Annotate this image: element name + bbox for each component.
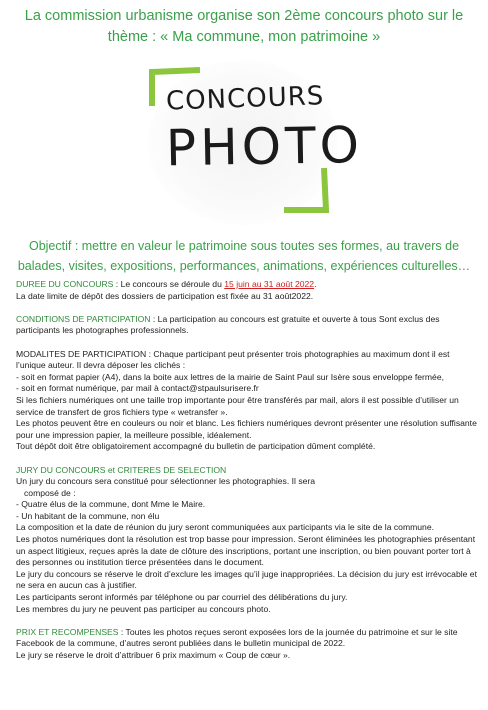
duree-heading: DUREE DU CONCOURS	[16, 279, 114, 289]
modalites-line: - soit en format papier (A4), dans la boite aux lettres de la mairie de Saint Paul sur Isère sous enveloppe fermée,	[16, 371, 445, 382]
modalites-line: Tout dépôt doit être obligatoirement accompagné du bulletin de participation dûment complété.	[16, 441, 376, 452]
modalites-line: Les photos peuvent être en couleurs ou noir et blanc. Les fichiers numériques devront présenter une résolution suffisante pour une impression papier, la meilleure possible, idéalement.	[16, 418, 477, 440]
jury-line: La composition et la date de réunion du jury seront communiquées aux participants via le site de la commune.	[16, 522, 434, 533]
logo-text-photo: PHOTO	[165, 115, 364, 178]
jury-line: Les photos numériques dont la résolution est trop basse pour impression. Seront éliminées les photographies présentant un aspect litigieux, reçues après la date de clôture des inscriptions, portant une inscription, ou bien pouvant porter tort à des personnes ou institution tierce présentées dans le document.	[16, 534, 476, 568]
jury-line: composé de :	[24, 487, 76, 498]
section-modalites	[16, 349, 478, 453]
duree-text-end: .	[314, 279, 317, 289]
jury-line: Un jury du concours sera constitué pour sélectionner les photographies. Il sera	[16, 476, 316, 487]
section-jury	[16, 465, 478, 616]
prix-line: Le jury se réserve le droit d’attribuer 6 prix maximum « Coup de cœur ».	[16, 650, 291, 660]
objective-line-2: balades, visites, expositions, performances, animations, expériences culturelles…	[17, 259, 471, 273]
conditions-text: : La participation au concours est gratuite et ouverte à tous Sont exclus des participants les photographes professionnels.	[16, 313, 440, 336]
section-duree	[16, 279, 478, 302]
conditions-heading: CONDITIONS DE PARTICIPATION	[16, 313, 151, 324]
logo-text-concours: CONCOURS	[165, 81, 325, 117]
section-prix	[16, 627, 478, 662]
headline-line-2: thème : « Ma commune, mon patrimoine »	[107, 29, 381, 45]
jury-line: Le jury du concours se réserve le droit d’exclure les images qu’il juge inappropriées. La décision du jury est irrévocable et ne sera en aucun cas à justifier.	[16, 568, 477, 591]
objective-line-1: Objectif : mettre en valeur le patrimoine sous toutes ses formes, au travers de	[28, 239, 460, 253]
jury-line: - Quatre élus de la commune, dont Mme le Maire.	[16, 499, 206, 510]
rules-text	[16, 279, 478, 673]
duree-text: : Le concours se déroule du	[113, 279, 225, 289]
prix-text: : Toutes les photos reçues seront exposées lors de la journée du patrimoine et sur le site Facebook de la commune, d’autres seront publiées dans le bulletin municipal de 2022.	[16, 626, 458, 649]
objective	[16, 236, 472, 276]
duree-deadline: La date limite de dépôt des dossiers de participation est fixée au 31 août2022.	[16, 290, 314, 301]
prix-heading: PRIX ET RECOMPENSES	[16, 626, 119, 637]
duree-dates: 15 juin au 31 août 2022	[224, 279, 315, 289]
modalites-line: Si les fichiers numériques ont une taille trop importante pour être transférés par mail, alors il est possible d’utiliser un service de transfert de gros fichiers type « wetransfer ».	[16, 394, 459, 417]
jury-line: Les membres du jury ne peuvent pas participer au concours photo.	[16, 603, 271, 614]
section-conditions	[16, 314, 478, 337]
concours-photo-logo	[148, 60, 364, 225]
headline-line-1: La commission urbanisme organise son 2ème concours photo sur le	[24, 8, 464, 24]
jury-heading: JURY DU CONCOURS et CRITERES DE SELECTION	[16, 464, 227, 475]
headline	[10, 6, 478, 48]
jury-line: Les participants seront informés par téléphone ou par courriel des délibérations du jury.	[16, 592, 348, 603]
jury-line: - Un habitant de la commune, non élu	[16, 510, 160, 521]
modalites-line: - soit en format numérique, par mail à contact@stpaulsurisere.fr	[16, 383, 259, 394]
modalites-intro: MODALITES DE PARTICIPATION : Chaque participant peut présenter trois photographies au maximum dont il est l’unique auteur. Il devra déposer les clichés :	[16, 348, 450, 371]
